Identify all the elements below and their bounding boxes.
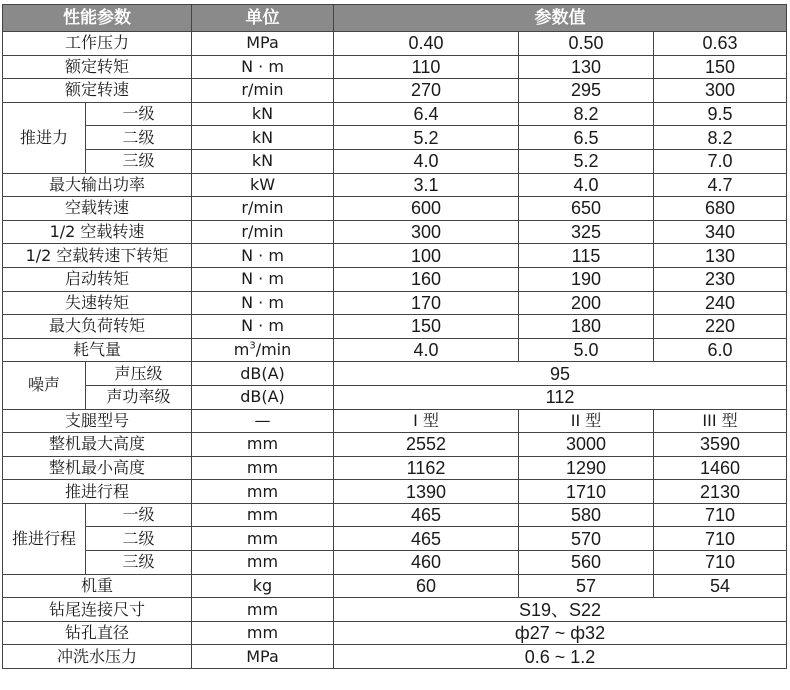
value-cell: 180 (519, 315, 654, 339)
header-unit: 单位 (192, 5, 334, 32)
sub-param-name: 二级 (86, 126, 192, 150)
table-row (3, 503, 787, 527)
value-cell: 560 (519, 551, 654, 575)
value-cell: 1460 (654, 456, 787, 480)
unit-cell: r/min (192, 79, 334, 103)
param-name: 推进行程 (3, 480, 192, 504)
table-row (3, 433, 787, 457)
param-name: 耗气量 (3, 338, 192, 362)
value-cell: 0.63 (654, 32, 787, 56)
value-cell: 710 (654, 503, 787, 527)
param-name: 钻尾连接尺寸 (3, 598, 192, 622)
value-cell: 325 (519, 220, 654, 244)
table-row (3, 315, 787, 339)
table-row (3, 102, 787, 126)
value-cell: 57 (519, 574, 654, 598)
table-row (3, 409, 787, 433)
table-row (3, 220, 787, 244)
unit-base: m (233, 340, 250, 360)
header-row (3, 5, 787, 32)
table-row (3, 574, 787, 598)
value-cell: 6.0 (654, 338, 787, 362)
value-cell: 7.0 (654, 149, 787, 173)
value-cell: 570 (519, 527, 654, 551)
table-row (3, 55, 787, 79)
value-cell: 200 (519, 291, 654, 315)
sub-param-name: 一级 (86, 102, 192, 126)
value-cell: 170 (334, 291, 519, 315)
header-param: 性能参数 (3, 5, 192, 32)
unit-cell: N · m (192, 267, 334, 291)
value-cell: 130 (654, 244, 787, 268)
unit-cell: kN (192, 149, 334, 173)
unit-cell: dB(A) (192, 385, 334, 409)
table-row (3, 79, 787, 103)
param-name: 整机最小高度 (3, 456, 192, 480)
table-row (3, 173, 787, 197)
value-cell: 600 (334, 197, 519, 221)
value-cell: 8.2 (519, 102, 654, 126)
param-name: 最大负荷转矩 (3, 315, 192, 339)
unit-cell: r/min (192, 220, 334, 244)
table-row (3, 527, 787, 551)
value-cell: 130 (519, 55, 654, 79)
value-cell: 295 (519, 79, 654, 103)
unit-superscript: 3 (249, 340, 256, 352)
value-cell: 100 (334, 244, 519, 268)
value-cell: 2130 (654, 480, 787, 504)
unit-cell: MPa (192, 32, 334, 56)
value-cell: 4.7 (654, 173, 787, 197)
value-cell: ф27 ~ ф32 (334, 621, 787, 645)
value-cell: 5.2 (334, 126, 519, 150)
table-row (3, 338, 787, 362)
value-cell: III 型 (654, 409, 787, 433)
value-cell: 340 (654, 220, 787, 244)
param-name: 1/2 空载转速 (3, 220, 192, 244)
unit-cell: kW (192, 173, 334, 197)
unit-cell: mm (192, 503, 334, 527)
value-cell: 0.40 (334, 32, 519, 56)
value-cell: 8.2 (654, 126, 787, 150)
value-cell: 54 (654, 574, 787, 598)
param-name: 冲洗水压力 (3, 645, 192, 669)
header-value: 参数值 (334, 5, 787, 32)
unit-cell: mm (192, 480, 334, 504)
value-cell: 3000 (519, 433, 654, 457)
table-row (3, 598, 787, 622)
unit-cell: N · m (192, 55, 334, 79)
value-cell: 460 (334, 551, 519, 575)
value-cell: 60 (334, 574, 519, 598)
unit-cell: N · m (192, 244, 334, 268)
value-cell: 2552 (334, 433, 519, 457)
param-name: 额定转矩 (3, 55, 192, 79)
value-cell: 710 (654, 551, 787, 575)
param-name: 钻孔直径 (3, 621, 192, 645)
unit-cell: mm (192, 527, 334, 551)
sub-param-name: 一级 (86, 503, 192, 527)
value-cell: 4.0 (519, 173, 654, 197)
unit-cell: mm (192, 551, 334, 575)
table-row (3, 551, 787, 575)
sub-param-name: 三级 (86, 551, 192, 575)
param-name: 启动转矩 (3, 267, 192, 291)
sub-param-name: 声压级 (86, 362, 192, 386)
value-cell: 3.1 (334, 173, 519, 197)
value-cell: I 型 (334, 409, 519, 433)
unit-cell: MPa (192, 645, 334, 669)
value-cell: 6.5 (519, 126, 654, 150)
value-cell: 680 (654, 197, 787, 221)
param-name: 额定转速 (3, 79, 192, 103)
value-cell: 4.0 (334, 338, 519, 362)
table-row (3, 244, 787, 268)
spec-table (2, 4, 787, 669)
value-cell: 300 (654, 79, 787, 103)
table-row (3, 362, 787, 386)
unit-tail: /min (255, 340, 292, 360)
unit-cell: kg (192, 574, 334, 598)
value-cell: 465 (334, 527, 519, 551)
value-cell: 0.6 ~ 1.2 (334, 645, 787, 669)
unit-cell: dB(A) (192, 362, 334, 386)
unit-cell: N · m (192, 291, 334, 315)
value-cell: II 型 (519, 409, 654, 433)
value-cell: 230 (654, 267, 787, 291)
value-cell: 190 (519, 267, 654, 291)
value-cell: 115 (519, 244, 654, 268)
value-cell: 1162 (334, 456, 519, 480)
table-row (3, 385, 787, 409)
value-cell: 1390 (334, 480, 519, 504)
value-cell: 6.4 (334, 102, 519, 126)
value-cell: 112 (334, 385, 787, 409)
noise-group-label: 噪声 (3, 362, 86, 409)
value-cell: 1710 (519, 480, 654, 504)
table-row (3, 126, 787, 150)
table-row (3, 197, 787, 221)
table-row (3, 267, 787, 291)
value-cell: 1290 (519, 456, 654, 480)
value-cell: 5.2 (519, 149, 654, 173)
value-cell: 150 (654, 55, 787, 79)
unit-cell: mm (192, 598, 334, 622)
table-row (3, 456, 787, 480)
value-cell: 580 (519, 503, 654, 527)
value-cell: 300 (334, 220, 519, 244)
value-cell: 5.0 (519, 338, 654, 362)
value-cell: 650 (519, 197, 654, 221)
table-row (3, 32, 787, 56)
stroke-group-label: 推进行程 (3, 503, 86, 574)
table-row (3, 291, 787, 315)
param-name: 1/2 空载转速下转矩 (3, 244, 192, 268)
table-row (3, 621, 787, 645)
value-cell: 4.0 (334, 149, 519, 173)
unit-cell: r/min (192, 197, 334, 221)
param-name: 失速转矩 (3, 291, 192, 315)
sub-param-name: 二级 (86, 527, 192, 551)
thrust-group-label: 推进力 (3, 102, 86, 173)
table-row (3, 645, 787, 669)
unit-cell (192, 338, 334, 362)
unit-cell: — (192, 409, 334, 433)
param-name: 机重 (3, 574, 192, 598)
sub-param-name: 三级 (86, 149, 192, 173)
value-cell: 9.5 (654, 102, 787, 126)
value-cell: 270 (334, 79, 519, 103)
param-name: 支腿型号 (3, 409, 192, 433)
value-cell: 465 (334, 503, 519, 527)
value-cell: 160 (334, 267, 519, 291)
value-cell: 150 (334, 315, 519, 339)
value-cell: 0.50 (519, 32, 654, 56)
param-name: 空载转速 (3, 197, 192, 221)
value-cell: 220 (654, 315, 787, 339)
value-cell: 710 (654, 527, 787, 551)
value-cell: 240 (654, 291, 787, 315)
unit-cell: N · m (192, 315, 334, 339)
value-cell: S19、S22 (334, 598, 787, 622)
unit-cell: mm (192, 433, 334, 457)
value-cell: 95 (334, 362, 787, 386)
unit-cell: kN (192, 126, 334, 150)
table-row (3, 149, 787, 173)
param-name: 工作压力 (3, 32, 192, 56)
value-cell: 3590 (654, 433, 787, 457)
unit-cell: mm (192, 621, 334, 645)
unit-cell: kN (192, 102, 334, 126)
value-cell: 110 (334, 55, 519, 79)
table-row (3, 480, 787, 504)
sub-param-name: 声功率级 (86, 385, 192, 409)
param-name: 整机最大高度 (3, 433, 192, 457)
param-name: 最大输出功率 (3, 173, 192, 197)
unit-cell: mm (192, 456, 334, 480)
